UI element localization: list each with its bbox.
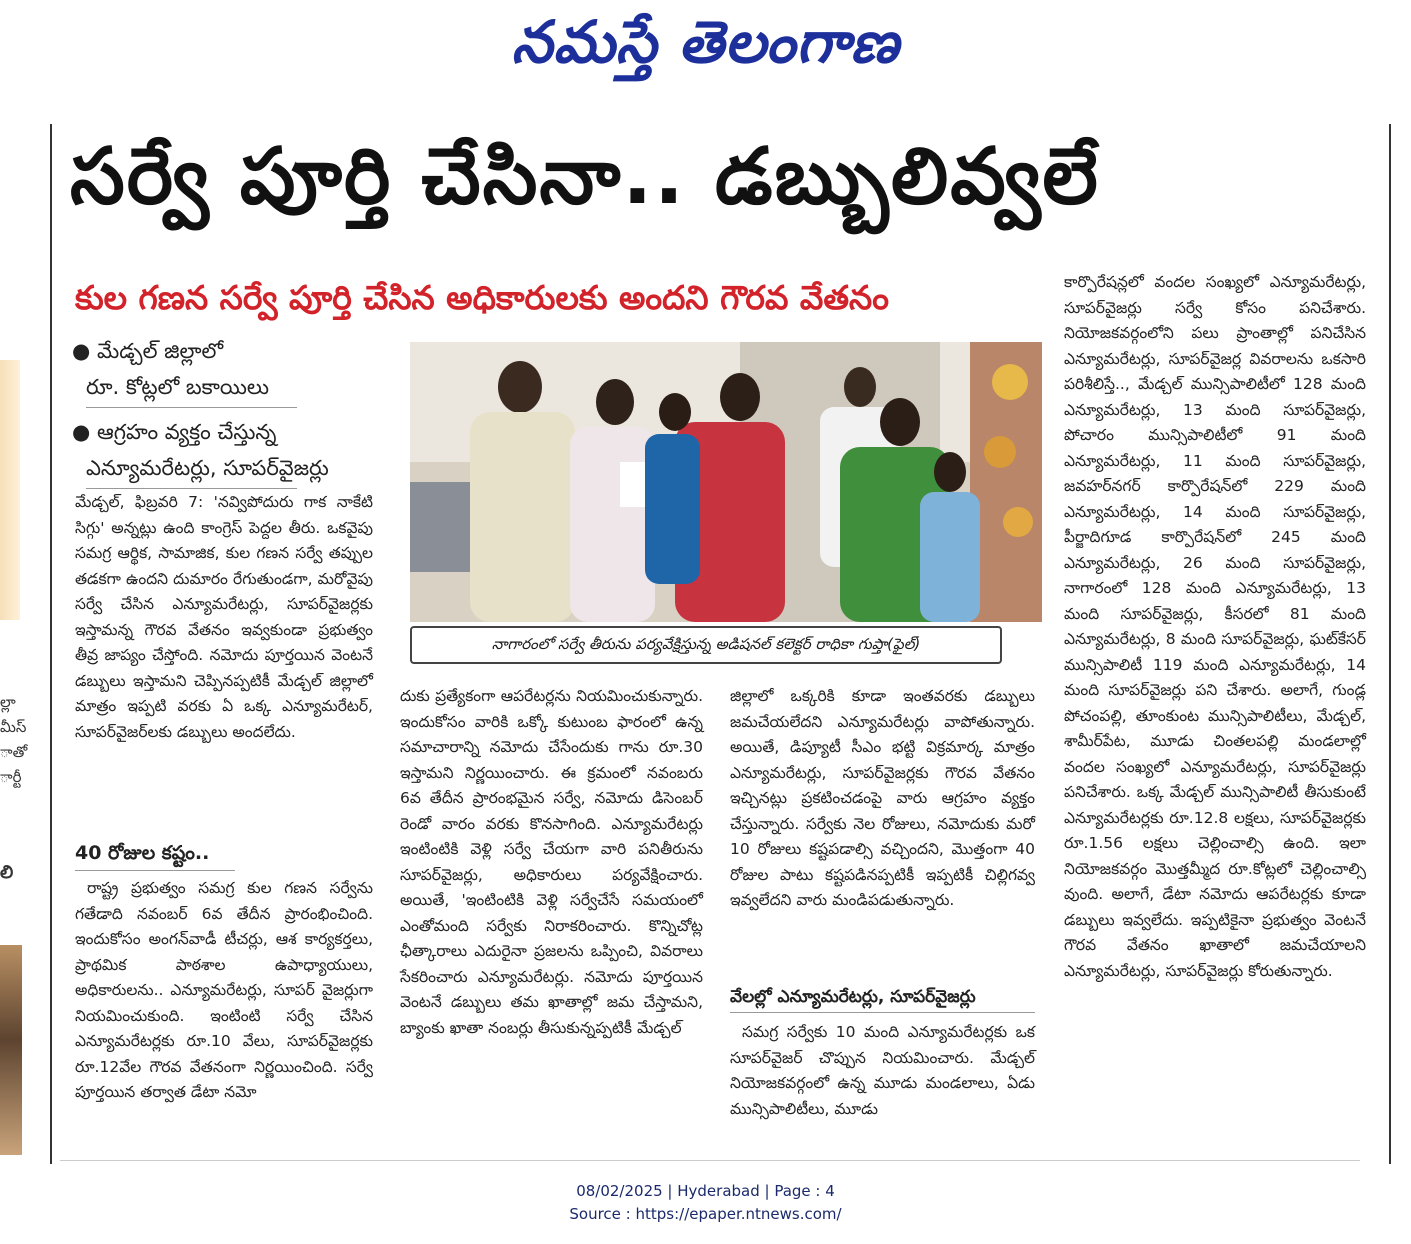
column-1-body [75,876,373,1140]
bullet-line: ఆగ్రహం వ్యక్తం చేస్తున్న [97,420,277,444]
edge-heading-fragment: లి [0,862,14,883]
paragraph: జిల్లాలో ఒక్కరికి కూడా ఇంతవరకు డబ్బులు జమచేయలేదని ఎన్యూమరేటర్లు వాపోతున్నారు. అయితే, డిప్యూటీ సీఎం భట్టి విక్రమార్క మాత్రం ఎన్యూమరేటర్లు, సూపర్‌వైజర్లకు గౌరవ వేతనం ఇచ్చినట్లు ప్రకటించడంపై వారు ఆగ్రహం వ్యక్తం చేస్తున్నారు. సర్వేకు నెల రోజులు, నమోదుకు మరో 10 రోజులు కష్టపడాల్సి వచ్చిందని, మొత్తంగా 40 రోజుల పాటు కష్టపడినప్పటికీ ఇప్పటికీ చిల్లిగవ్వ ఇవ్వలేదని వారు మండిపడుతున్నారు. [730,687,1035,909]
bullet-block [72,333,329,489]
photo-caption: నాగారంలో సర్వే తీరును పర్యవేక్షిస్తున్న అడిషనల్ కలెక్టర్ రాధికా గుప్తా(ఫైల్) [410,626,1002,664]
edge-text-line: ార్టీ [0,768,22,786]
footer-date-edition: 08/02/2025 | Hyderabad | Page : 4 [576,1182,835,1200]
bullet-item [72,414,297,450]
masthead-logo: నమస్తే తెలంగాణ [511,8,900,76]
paragraph: కార్పొరేషన్లలో వందల సంఖ్యలో ఎన్యూమరేటర్లు, సూపర్‌వైజర్లు సర్వే కోసం పనిచేశారు. నియోజకవర్గంలోని పలు ప్రాంతాల్లో పనిచేసిన ఎన్యూమరేటర్లు, సూపర్‌వైజర్ల వివరాలను ఒకసారి పరిశీలిస్తే.., మేడ్చల్ మున్సిపాలిటీలో 128 మంది ఎన్యూమరేటర్లు, 13 మంది సూపర్‌వైజర్లు, పోచారం మున్సిపాలిటీలో 91 మంది ఎన్యూమరేటర్లు, 11 మంది సూపర్‌వైజర్లు, జవహర్‌నగర్ కార్పొరేషన్‌లో 229 మంది ఎన్యూమరేటర్లు, 14 మంది సూపర్‌వైజర్లు, పీర్జాదిగూడ కార్పొరేషన్‌లో 245 మంది ఎన్యూమరేటర్లు, 26 మంది సూపర్‌వైజర్లు, నాగారంలో 128 మంది ఎన్యూమరేటర్లు, 13 మంది సూపర్‌వైజర్లు, కీసరలో 81 మంది ఎన్యూమరేటర్లు, 8 మంది సూపర్‌వైజర్లు, ఘట్‌కేసర్ మున్సిపాలిటీ 119 మంది ఎన్యూమరేటర్లు, 14 మంది సూపర్‌వైజర్లు పని చేశారు. అలాగే, గుండ్ల పోచంపల్లి, తూంకుంట మున్సిపాలిటీలు, మేడ్చల్, శామీర్‌పేట, మూడు చింతలపల్లి మండలాల్లో వందల సంఖ్యలో ఎన్యూమరేటర్లు, సూపర్‌వైజర్లు పనిచేశారు. ఒక్క మేడ్చల్ మున్సిపాలిటీ తీసుకుంటే ఎన్యూమరేటర్లకు రూ.12.8 లక్షలు, సూపర్‌వైజర్లకు రూ.1.56 లక్షలు చెల్లించాల్సి ఉంది. ఇలా నియోజకవర్గం మొత్తమ్మీద రూ.కోట్లలో చెల్లించాల్సి వుంది. అలాగే, డేటా నమోదు ఆపరేటర్లకు కూడా డబ్బులు ఇవ్వలేదు. ఇప్పటికైనా ప్రభుత్వం వెంటనే గౌరవ వేతనం ఖాతాలో జమచేయాలని ఎన్యూమరేటర్లు, సూపర్‌వైజర్లు కోరుతున్నారు. [1064,273,1366,980]
section-heading-40-days: 40 రోజుల కష్టం.. [75,842,210,864]
paragraph: రాష్ట్ర ప్రభుత్వం సమగ్ర కుల గణన సర్వేను గతేడాది నవంబర్ 6వ తేదీన ప్రారంభించింది. ఇందుకోసం అంగన్‌వాడీ టీచర్లు, ఆశ కార్యకర్తలు, ప్రాథమిక పాఠశాల ఉపాధ్యాయులు, అధికారులను.. ఎన్యూమరేటర్లు, సూపర్ వైజర్లుగా నియమించుకుంది. ఇంటింటి సర్వే చేసిన ఎన్యూమరేటర్లకు రూ.10 వేలు, సూపర్‌వైజర్లకు రూ.12వేల గౌరవ వేతనంగా నిర్ణయించింది. సర్వే పూర్తయిన తర్వాత డేటా నమో [75,879,373,1101]
divider [86,407,297,408]
paragraph: దుకు ప్రత్యేకంగా ఆపరేటర్లను నియమించుకున్నారు. ఇందుకోసం వారికి ఒక్కో కుటుంబ ఫారంలో ఉన్న సమాచారాన్ని నమోదు చేసేందుకు గాను రూ.30 ఇస్తామని నిర్ణయించారు. ఈ క్రమంలో నవంబరు 6వ తేదీన ప్రారంభమైన సర్వే, నమోదు డిసెంబర్ రెండో వారం వరకు కొనసాగింది. ఎన్యూమరేటర్లు ఇంటింటికి వెళ్లి సర్వే చేయగా వారి పనితీరును సూపర్‌వైజర్లు, అధికారులు పర్యవేక్షించారు. అయితే, 'ఇంటింటికి వెళ్లి సర్వేచేసే సమయంలో ఎంతోమంది సర్వేకు నిరాకరించారు. కొన్నిచోట్ల ఛీత్కారాలు ఎదురైనా ప్రజలను ఒప్పించి, వివరాలు సేకరించారు ఎన్యూమరేటర్లు. నమోదు పూర్తయిన వెంటనే డబ్బులు తమ ఖాతాల్లో జమ చేస్తామని, బ్యాంకు ఖాతా నంబర్లు తీసుకున్నప్పటికీ మేడ్చల్ [400,687,703,1037]
bullet-dot-icon: ● [72,420,97,444]
bullet-dot-icon: ● [72,339,97,363]
frame-bottom-line [60,1160,1360,1161]
frame-right-line [1389,124,1391,1164]
edge-text-line: మీస్ [0,718,27,736]
divider [86,488,297,489]
bullet-continuation: ఎన్యూమరేటర్లు, సూపర్‌వైజర్లు [86,456,329,480]
divider [75,870,235,871]
section-heading-thousands: వేలల్లో ఎన్యూమరేటర్లు, సూపర్‌వైజర్లు [730,987,976,1007]
edge-text-line: ాతో [0,743,28,761]
frame-left-line [50,124,52,1164]
bullet-continuation: రూ. కోట్లలో బకాయిలు [86,375,270,399]
paragraph: మేడ్చల్, ఫిబ్రవరి 7: 'నవ్విపోదురు గాక నాకేటి సిగ్గు' అన్నట్లు ఉంది కాంగ్రెస్ పెద్దల తీరు. ఒకవైపు సమగ్ర ఆర్థిక, సామాజిక, కుల గణన సర్వే తప్పుల తడకగా ఉందని దుమారం రేగుతుండగా, మరోవైపు సర్వే చేసిన ఎన్యూమరేటర్లు, సూపర్‌వైజర్లకు ఇస్తామన్న గౌరవ వేతనం ఇవ్వకుండా ప్రభుత్వం తీవ్ర జాప్యం చేస్తోంది. నమోదు పూర్తయిన వెంటనే డబ్బులు ఇస్తామని చెప్పినప్పటికీ మేడ్చల్ జిల్లాలో మాత్రం ఇప్పటి వరకు ఏ ఒక్క ఎన్యూమరేటర్, సూపర్‌వైజర్‌లకు డబ్బులు అందలేదు. [75,493,373,741]
news-photo [410,342,1042,622]
column-4 [1064,270,1366,1140]
footer-source-link[interactable]: Source : https://epaper.ntnews.com/ [569,1205,842,1223]
bullet-item [72,333,297,369]
column-3 [730,684,1035,964]
edge-text-fragment [0,690,28,820]
column-2 [400,684,703,1140]
bullet-line: మేడ్చల్ జిల్లాలో [97,339,224,363]
subheadline: కుల గణన సర్వే పూర్తి చేసిన అధికారులకు అందని గౌరవ వేతనం [75,278,889,317]
edge-text-line: ల్లా [0,693,16,711]
edge-image-fragment [0,360,20,620]
column-3-body [730,1020,1035,1140]
photo-illustration [410,342,1042,622]
paragraph: సమగ్ర సర్వేకు 10 మంది ఎన్యూమరేటర్లకు ఒక సూపర్‌వైజర్ చొప్పున నియమించారు. మేడ్చల్ నియోజకవర్గంలో ఉన్న మూడు మండలాలు, ఏడు మున్సిపాలిటీలు, మూడు [730,1023,1035,1118]
headline: సర్వే పూర్తి చేసినా.. డబ్బులివ్వలే [70,132,1100,222]
edge-photo-fragment [0,945,22,1155]
column-1-intro [75,490,373,825]
divider [730,1012,1035,1013]
